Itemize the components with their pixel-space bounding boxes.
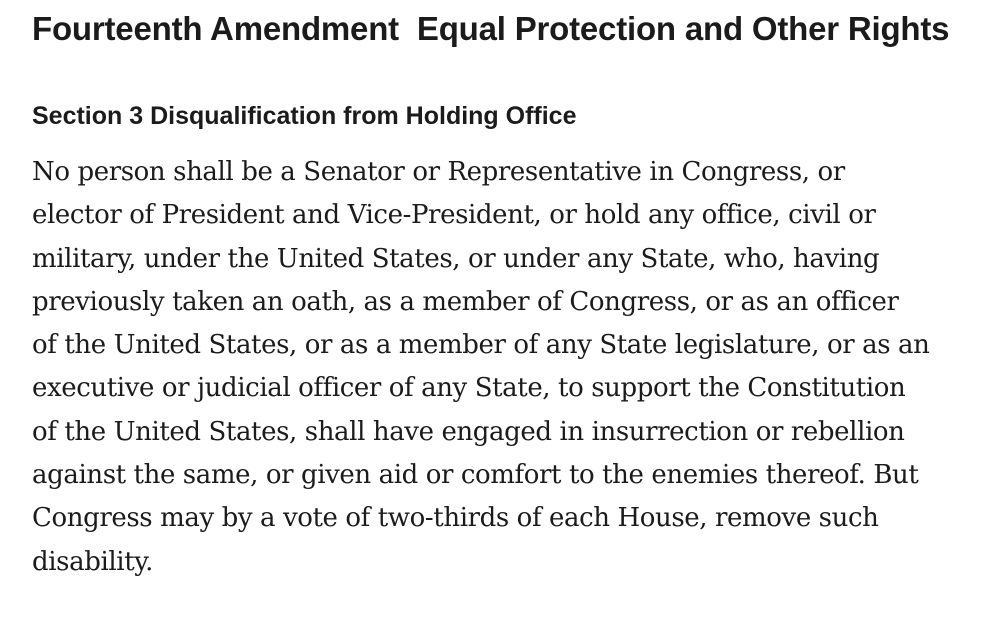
body-paragraph (32, 151, 982, 584)
body-line: elector of President and Vice-President, or hold any office, civil or (32, 200, 876, 231)
body-line: executive or judicial officer of any State, to support the Constitution (32, 373, 906, 404)
body-line: military, under the United States, or under any State, who, having (32, 243, 880, 274)
body-line: Congress may by a vote of two-thirds of each House, remove such (32, 503, 879, 534)
body-line: of the United States, or as a member of any State legislature, or as an (32, 330, 930, 361)
body-line: of the United States, shall have engaged in insurrection or rebellion (32, 416, 905, 447)
page-title: Fourteenth Amendment Equal Protection and Other Rights (32, 10, 950, 47)
section-heading: Section 3 Disqualification from Holding Office (32, 102, 577, 130)
document-page (32, 8, 982, 584)
body-line: No person shall be a Senator or Representative in Congress, or (32, 157, 845, 187)
body-line: previously taken an oath, as a member of Congress, or as an officer (32, 286, 899, 317)
body-line: disability. (32, 546, 153, 577)
body-line: against the same, or given aid or comfort to the enemies thereof. But (32, 460, 919, 491)
